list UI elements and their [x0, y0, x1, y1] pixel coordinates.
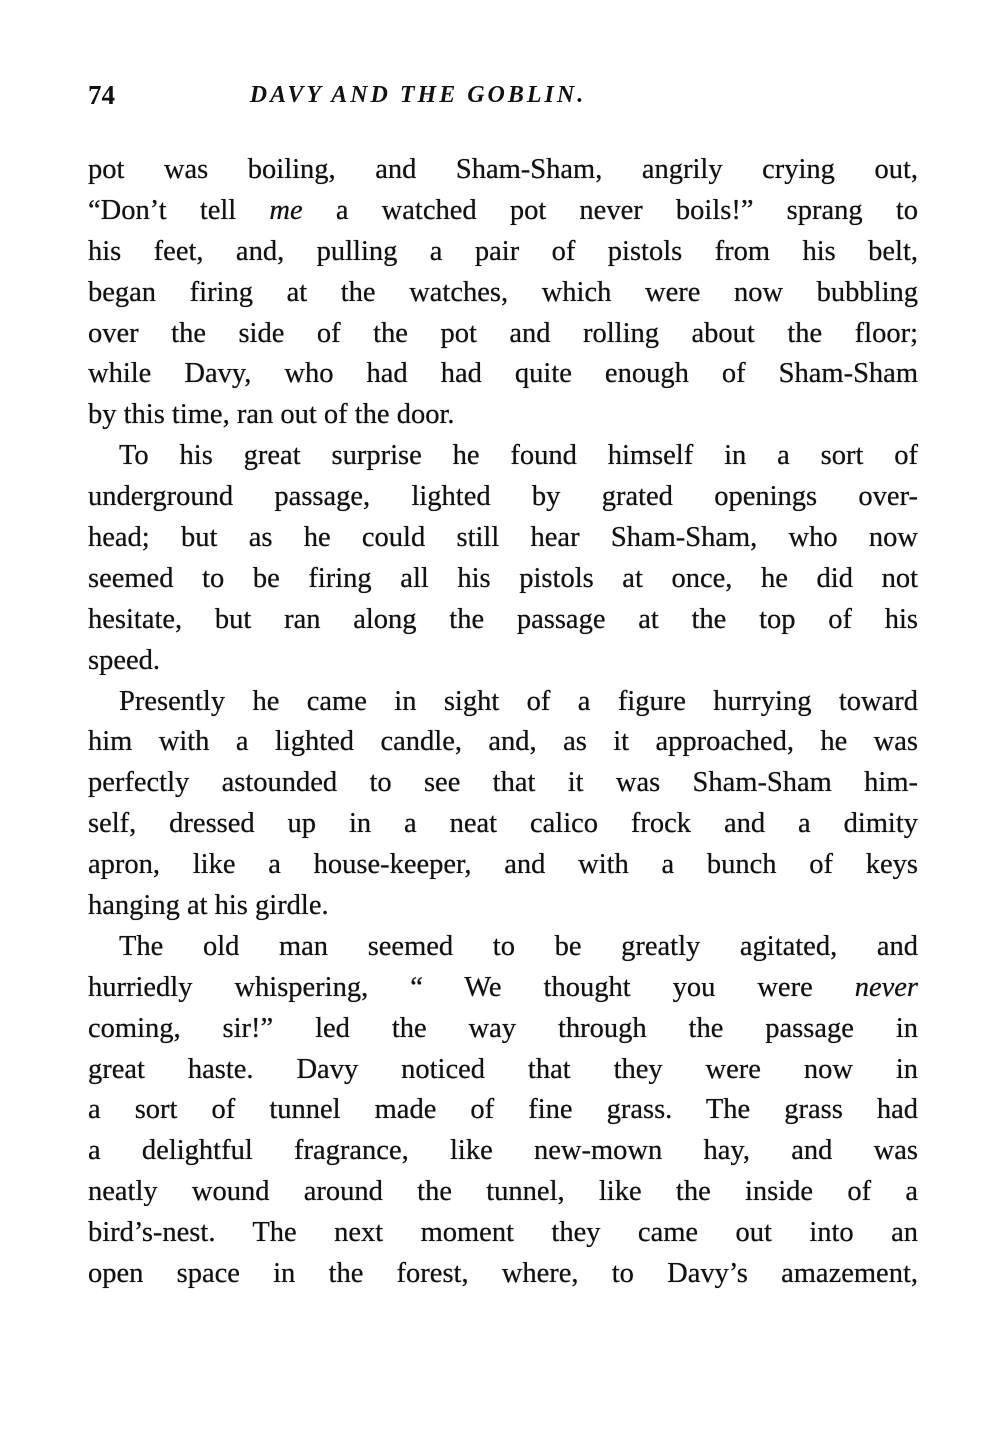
text-line — [88, 477, 918, 518]
line-text: bird’s-nest. The next moment they came out into an — [88, 1217, 918, 1249]
page-body-text — [88, 150, 918, 1295]
text-line — [88, 1254, 918, 1295]
text-line — [88, 1050, 918, 1091]
text-line — [88, 927, 918, 968]
text-line — [88, 150, 918, 191]
italic-text: never — [854, 971, 918, 1003]
text-line — [88, 682, 918, 723]
line-text: open space in the forest, where, to Davy’s amazement, — [88, 1258, 918, 1290]
line-text: perfectly astounded to see that it was Sham-Sham him- — [88, 767, 918, 799]
text-line — [88, 600, 918, 641]
text-line — [88, 1131, 918, 1172]
line-text: him with a lighted candle, and, as it approached, he was — [88, 726, 918, 758]
text-line — [88, 273, 918, 314]
text-line — [88, 232, 918, 273]
text-line — [88, 1172, 918, 1213]
text-line — [88, 886, 918, 927]
text-line — [88, 1009, 918, 1050]
line-text: hurriedly whispering, “ We thought you were — [88, 971, 855, 1003]
running-header — [88, 80, 918, 116]
line-text: speed. — [88, 644, 161, 676]
line-text: a watched pot never boils!” sprang to — [302, 194, 919, 226]
line-text: The old man seemed to be greatly agitated, and — [119, 930, 918, 962]
text-line — [88, 722, 918, 763]
text-line — [88, 354, 918, 395]
line-text: while Davy, who had had quite enough of Sham-Sham — [88, 358, 918, 390]
text-line — [88, 314, 918, 355]
line-text: apron, like a house-keeper, and with a bunch of keys — [88, 849, 918, 881]
text-line — [88, 559, 918, 600]
line-text: his feet, and, pulling a pair of pistols from his belt, — [88, 235, 918, 267]
page-number: 74 — [88, 80, 115, 110]
text-line — [88, 763, 918, 804]
text-line — [88, 845, 918, 886]
line-text: head; but as he could still hear Sham-Sham, who now — [88, 522, 918, 554]
line-text: great haste. Davy noticed that they were now in — [88, 1053, 918, 1085]
text-line — [88, 436, 918, 477]
line-text: neatly wound around the tunnel, like the inside of a — [88, 1176, 918, 1208]
text-line — [88, 804, 918, 845]
text-line — [88, 968, 918, 1009]
line-text: “Don’t tell — [88, 194, 270, 226]
text-line — [88, 518, 918, 559]
line-text: Presently he came in sight of a figure hurrying toward — [119, 685, 918, 717]
text-line — [88, 1213, 918, 1254]
text-line — [88, 641, 918, 682]
line-text: To his great surprise he found himself in a sort of — [119, 440, 918, 472]
text-line — [88, 395, 918, 436]
line-text: by this time, ran out of the door. — [88, 399, 455, 431]
italic-text: me — [269, 194, 303, 226]
line-text: pot was boiling, and Sham-Sham, angrily crying out, — [88, 154, 918, 185]
text-line — [88, 1090, 918, 1131]
line-text: seemed to be firing all his pistols at once, he did not — [88, 562, 918, 594]
line-text: coming, sir!” led the way through the passage in — [88, 1012, 918, 1044]
line-text: began firing at the watches, which were now bubbling — [88, 276, 918, 308]
line-text: hanging at his girdle. — [88, 890, 329, 922]
line-text: underground passage, lighted by grated openings over- — [88, 481, 918, 513]
text-line — [88, 191, 918, 232]
line-text: self, dressed up in a neat calico frock and a dimity — [88, 808, 918, 840]
line-text: hesitate, but ran along the passage at the top of his — [88, 603, 918, 635]
line-text: a sort of tunnel made of fine grass. The grass had — [88, 1094, 918, 1126]
running-title: DAVY AND THE GOBLIN. — [249, 82, 587, 108]
line-text: a delightful fragrance, like new-mown hay, and was — [88, 1135, 918, 1167]
line-text: over the side of the pot and rolling about the floor; — [88, 317, 918, 349]
